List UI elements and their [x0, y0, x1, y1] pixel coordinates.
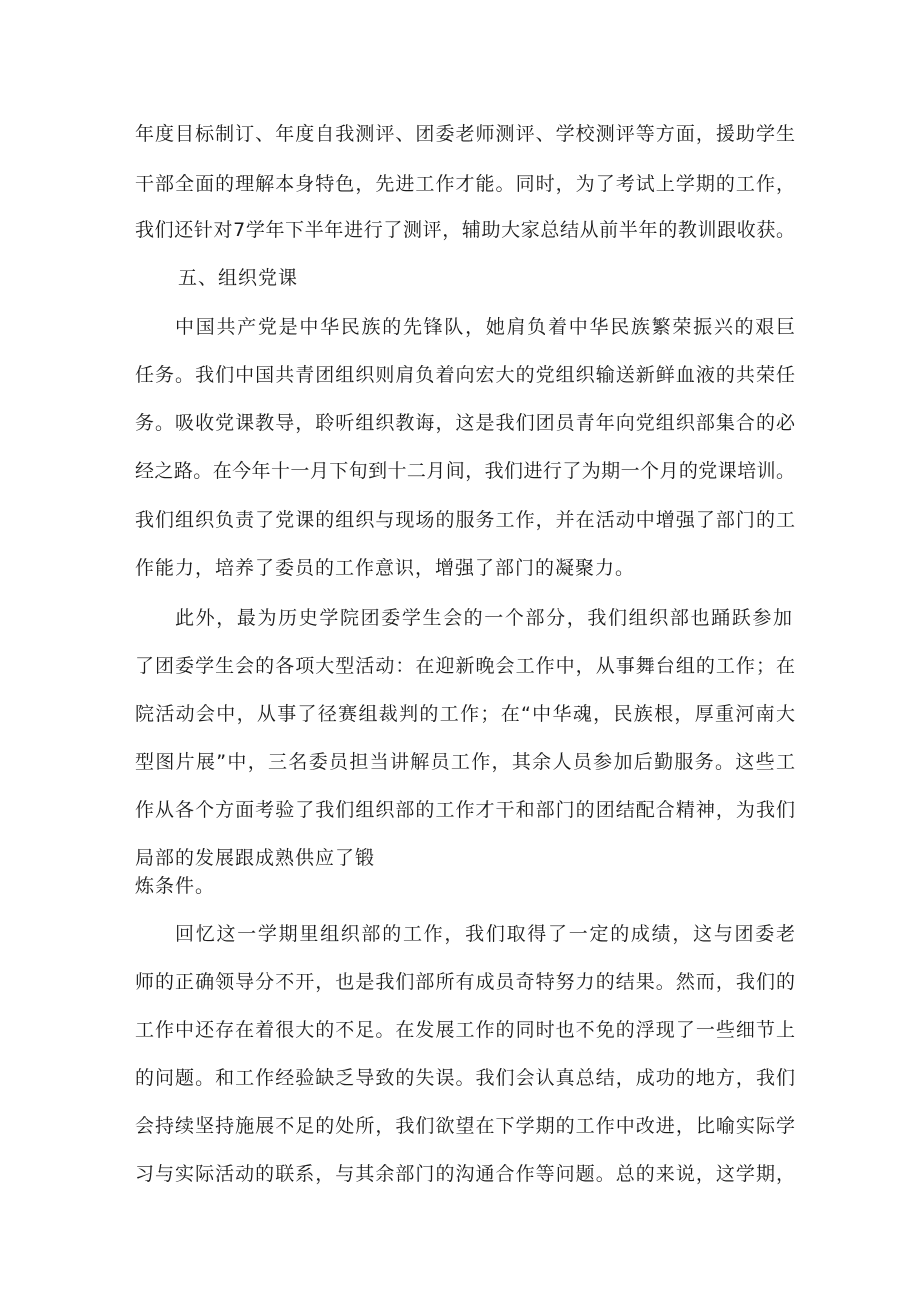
text-line: 会持续坚持施展不足的处所，我们欲望在下学期的工作中改进，比喻实际学: [135, 1115, 795, 1137]
text-line: 我们还针对7学年下半年进行了测评，辅助大家总结从前半年的教训跟收获。: [135, 219, 795, 241]
text-line: 作能力，培养了委员的工作意识，增强了部门的凝聚力。: [135, 557, 636, 579]
text-line: 我们组织负责了党课的组织与现场的服务工作，并在活动中增强了部门的工: [135, 509, 795, 531]
text-line: 的问题。和工作经验缺乏导致的失误。我们会认真总结，成功的地方，我们: [135, 1067, 795, 1089]
text-line: 习与实际活动的联系，与其余部门的沟通合作等问题。总的来说，这学期，: [135, 1163, 795, 1185]
text-line: 院活动会中，从事了径赛组裁判的工作；在“中华魂，民族根，厚重河南大: [135, 703, 795, 725]
text-line: 炼条件。: [135, 875, 216, 897]
text-line: 型图片展”中，三名委员担当讲解员工作，其余人员参加后勤服务。这些工: [135, 751, 795, 773]
text-line: 此外，最为历史学院团委学生会的一个部分，我们组织部也踊跃参加: [175, 607, 792, 629]
text-line: 师的正确领导分不开，也是我们部所有成员奇特努力的结果。然而，我们的: [135, 971, 795, 993]
text-line: 作从各个方面考验了我们组织部的工作才干和部门的团结配合精神，为我们: [135, 799, 795, 821]
text-line: 了团委学生会的各项大型活动：在迎新晚会工作中，从事舞台组的工作；在: [135, 655, 795, 677]
text-line: 中国共产党是中华民族的先锋队，她肩负着中华民族繁荣振兴的艰巨: [175, 316, 795, 338]
text-line: 干部全面的理解本身特色，先进工作才能。同时，为了考试上学期的工作，: [135, 173, 795, 195]
text-line: 回忆这一学期里组织部的工作，我们取得了一定的成绩，这与团委老: [175, 923, 795, 945]
text-line: 经之路。在今年十一月下旬到十二月间，我们进行了为期一个月的党课培训。: [135, 460, 795, 482]
text-line: 局部的发展跟成熟供应了锻: [135, 847, 376, 869]
text-line: 务。吸收党课教导，聆听组织教诲，这是我们团员青年向党组织部集合的必: [135, 412, 795, 434]
text-line: 年度目标制订、年度自我测评、团委老师测评、学校测评等方面，援助学生: [135, 123, 795, 145]
section-heading: 五、组织党课: [178, 267, 299, 289]
text-line: 工作中还存在着很大的不足。在发展工作的同时也不免的浮现了一些细节上: [135, 1019, 795, 1041]
text-line: 任务。我们中国共青团组织则肩负着向宏大的党组织输送新鲜血液的共荣任: [135, 364, 795, 386]
